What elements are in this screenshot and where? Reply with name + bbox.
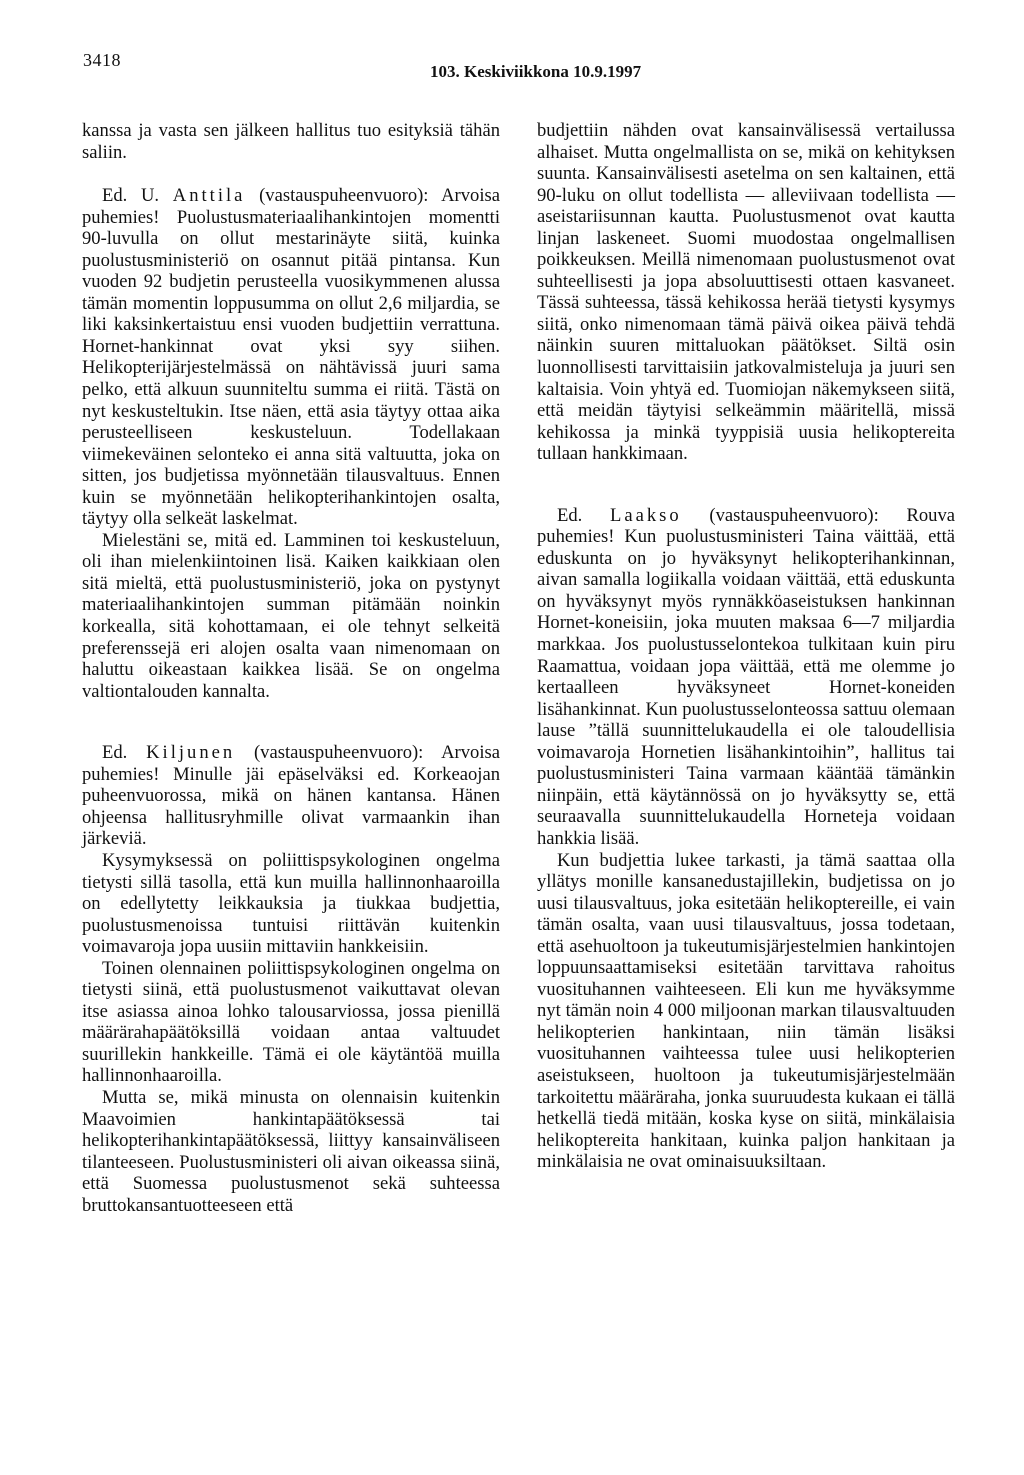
speech-anttila [82, 185, 500, 530]
speech-laakso [537, 505, 955, 850]
speaker-name: Anttila [172, 185, 246, 207]
paragraph: Toinen olennainen poliittispsykologinen ongelma on tietysti siinä, että puolustusmenot vaikuttavat olevan itse asiassa ainoa lohko talousarviossa, jossa pienillä määrärahapäätöksillä voidaan antaa valtuudet suurillekin hankkeille. Tämä ei ole käytäntöä muilla hallinnonhaaroilla. [82, 957, 500, 1087]
paragraph: kanssa ja vasta sen jälkeen hallitus tuo esityksiä tähän saliin. [82, 120, 500, 163]
paragraph: Kysymyksessä on poliittispsykologinen ongelma tietysti sillä tasolla, että kun muilla hallinnonhaaroilla on edellytetty leikkauksia ja tiukkaa budjettia, puolustusmenoissa tuntuisi riittävän kuitenkin voimavaroja jopa uusiin mittaviin hankkeisiin. [82, 849, 500, 958]
speaker-prefix: Ed. [102, 742, 147, 764]
paragraph: Kun budjettia lukee tarkasti, ja tämä saattaa olla yllätys monille kansanedustajillekin, budjetissa on jo uusi tilausvaltuus, joka esitetään helikoptereille, ei vain tämän osalta, vaan uusi tilausvaltuus, jossa todetaan, että asehuoltoon ja tukeutumisjärjestelmien hankintojen loppuunsaattamiseksi esitetään tarvittava rahoitus vuosituhannen vaihteeseen. Eli kun me hyväksymme nyt tämän noin 4 000 miljoonan markan tilausvaltuuden helikopterien hankintaan, niin tämän lisäksi vuosituhannen vaihteessa tulee uusi helikopterien aseistukseen, huoltoon ja tukeutumisjärjestelmään tarkoitettu määräraha, jonka suuruudesta kukaan ei tällä hetkellä tiedä mitään, koska kyse on siitä, minkälaisia helikoptereita hankitaan, kuinka paljon hankitaan ja minkälaisia ne ovat ominaisuuksiltaan. [537, 849, 955, 1173]
speaker-name: Laakso [610, 504, 682, 526]
paragraph: Mielestäni se, mitä ed. Lamminen toi keskusteluun, oli ihan mielenkiintoinen lisä. Kaiken kaikkiaan olen sitä mieltä, että puolustusministeriö, joka on pystynyt materiaalihankintojen summan pitämään noinkin korkealla, sitä kohottamaan, ei ole tehnyt selkeitä preferenssejä eri alojen osalta vaan nimenomaan on haluttu oikeastaan kaikkea lisää. Se on ongelma valtiontalouden kannalta. [82, 529, 500, 702]
running-title: 103. Keskiviikkona 10.9.1997 [430, 62, 642, 81]
speaker-name: Kiljunen [146, 742, 236, 764]
right-column [537, 120, 955, 1173]
speaker-prefix: Ed. [557, 504, 610, 526]
paragraph: budjettiin nähden ovat kansainvälisessä vertailussa alhaiset. Mutta ongelmallista on se, mikä on kehityksen suunta. Kansainvälisesti asetelma on sen kaltainen, että 90-luku on ollut todellista — alleviivaan todellista — aseistariisunnan kautta. Puolustusmenot ovat kautta linjan laskeneet. Suomi muodostaa ongelmallisen poikkeuksen. Meillä nimenomaan puolustusmenot ovat suhteellisesti ja jopa absoluuttisesti ottaen kasvaneet. Tässä suhteessa, tässä kehikossa herää tietysti kysymys siitä, onko nimenomaan tämä päivä oikea päivä tehdä näinkin suuren mittaluokan päätökset. Siltä osin luonnollisesti tarvittaisiin jatkovalmisteluja ja juuri sen kaltaisia. Voin yhtyä ed. Tuomiojan näkemykseen siitä, että meidän täytyisi selkeämmin määritellä, missä kehikossa ja minkä tyyppisiä uusia helikoptereita tullaan hankkimaan. [537, 120, 955, 465]
paragraph: Mutta se, mikä minusta on olennaisin kuitenkin Maavoimien hankintapäätöksessä tai helikopterihankintapäätöksessä, liittyy kansainväliseen tilanteeseen. Puolustusministeri oli aivan oikeassa siinä, että Suomessa puolustusmenot sekä suhteessa bruttokansantuotteeseen että [82, 1086, 500, 1216]
page-number: 3418 [83, 50, 121, 70]
speech-kiljunen [82, 742, 500, 850]
left-column [82, 120, 500, 1216]
speaker-prefix: Ed. U. [102, 185, 173, 207]
speech-text: (vastauspuheenvuoro): Arvoisa puhemies! Minulle jäi epäselväksi ed. Korkeaojan puheenvuorossa, mikä on hänen kantansa. Hänen ohjeensa hallitusryhmille olivat varmaankin ihan järkeviä. [82, 742, 500, 850]
speech-text: (vastauspuheenvuoro): Rouva puhemies! Kun puolustusministeri Taina väittää, että eduskunta on jo hyväksynyt helikopterihankinnan, aivan samalla logiikalla voidaan väittää, että eduskunta on hyväksynyt myös rynnäkköaseistuksen hankinnan Hornet-koneisiin, joka muuten maksaa 6—7 miljardia markkaa. Jos puolustusselontekoa tulkitaan kuin piru Raamattua, voidaan jopa väittää, että me olemme jo kertaalleen hyväksyneet Hornet-koneiden lisähankinnat. Kun puolustusselonteossa sattuu olemaan lause ”tällä suunnittelukaudella ei ole taloudellisia voimavaroja Hornetien lisähankintoihin”, hallitus tai puolustusministeri Taina varmaan kääntää tämänkin niinpäin, että käytännössä on jo hyväksytty se, että seuraavalla suunnittelukaudella Horneteja voidaan hankkia lisää. [537, 504, 955, 849]
speech-text: (vastauspuheenvuoro): Arvoisa puhemies! Puolustusmateriaalihankintojen momentti 90-luvulla on ollut mestarinäyte siitä, kuinka puolustusministeriö on osannut pitää pintansa. Kun vuoden 92 budjetin perusteella vuosikymmenen alussa tämän momentin loppusumma on ollut 2,6 miljardia, se liki kaksinkertaistuu ensi vuoden budjettiin verrattuna. Hornet-hankinnat ovat yksi syy siihen. Helikopterijärjestelmässä on nähtävissä juuri sama pelko, että alkuun suunniteltu summa ei riitä. Tästä on nyt keskusteltukin. Itse näen, että asia täytyy ottaa aika perusteelliseen keskusteluun. Todellakaan viimekeväinen selonteko ei anna sitä valtuutta, joka on sitten, jos budjetissa myönnetään tilausvaltuus. Ennen kuin se myönnetään helikopterihankintojen osalta, täytyy olla selkeät laskelmat. [82, 185, 500, 530]
